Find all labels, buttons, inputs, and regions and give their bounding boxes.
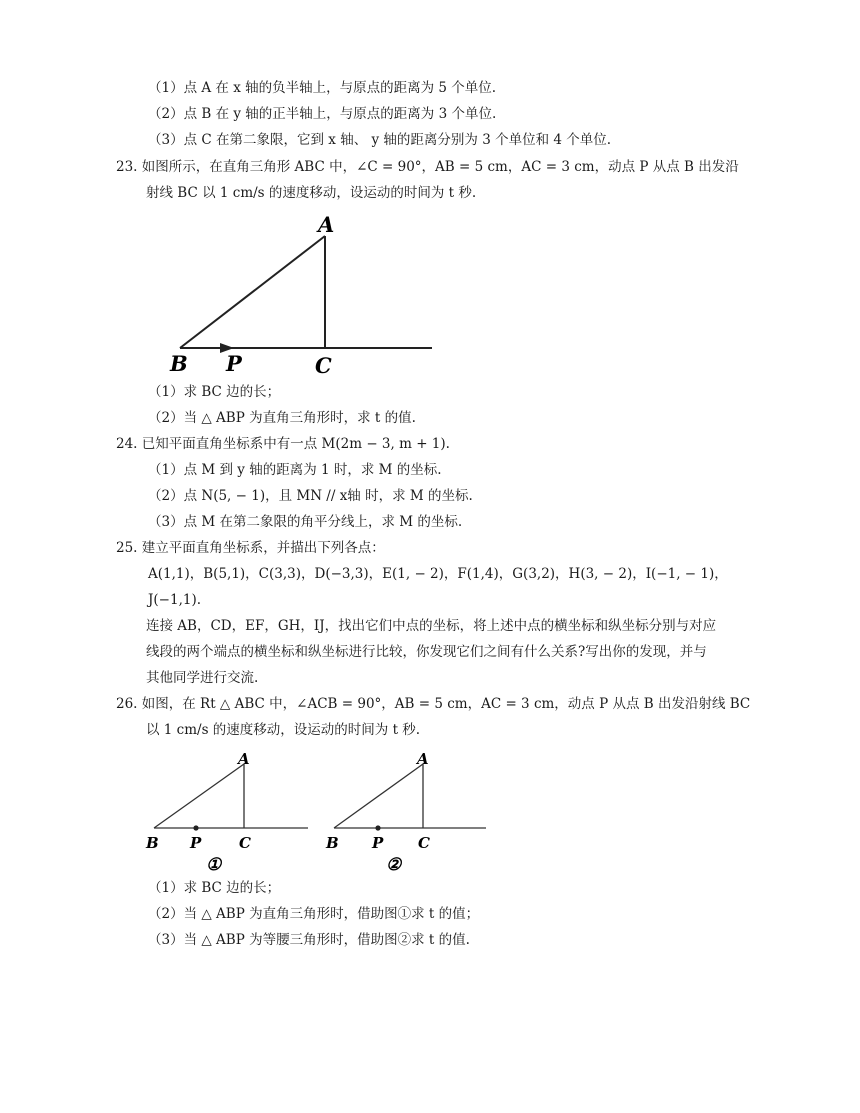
q26-fig2-label-c: C <box>418 834 430 852</box>
q26-fig1-label-c: C <box>239 834 251 852</box>
q25-text-line3: 其他同学进行交流. <box>146 670 259 686</box>
q26-fig2-number: ② <box>386 855 402 875</box>
q24-stem: 24. 已知平面直角坐标系中有一点 M(2m − 3, m + 1). <box>116 436 450 452</box>
q26-stem-line2: 以 1 cm/s 的速度移动，设运动的时间为 t 秒. <box>146 722 421 738</box>
q24-item-1: （1）点 M 到 y 轴的距离为 1 时，求 M 的坐标. <box>148 462 442 478</box>
q25-points-line1: A(1,1)，B(5,1)，C(3,3)，D(−3,3)，E(1, − 2)，F(1,4)，G(3,2)，H(3, − 2)，I(−1, − 1)， <box>148 566 728 582</box>
q23-stem-line1: 23. 如图所示，在直角三角形 ABC 中，∠C = 90°，AB = 5 cm，AC = 3 cm，动点 P 从点 B 出发沿 <box>116 159 739 175</box>
q23-item-2: （2）当 △ ABP 为直角三角形时，求 t 的值. <box>148 410 416 426</box>
q26-item-3: （3）当 △ ABP 为等腰三角形时，借助图②求 t 的值. <box>148 932 470 948</box>
q26-stem-line1: 26. 如图，在 Rt △ ABC 中，∠ACB = 90°，AB = 5 cm，AC = 3 cm，动点 P 从点 B 出发沿射线 BC <box>116 696 751 712</box>
q26-fig1-label-p: P <box>190 834 202 852</box>
q23-stem-line2: 射线 BC 以 1 cm/s 的速度移动，设运动的时间为 t 秒. <box>146 185 477 201</box>
q26-figure-1 <box>140 748 312 876</box>
q25-stem: 25. 建立平面直角坐标系，并描出下列各点： <box>116 540 385 556</box>
q25-text-line1: 连接 AB，CD，EF，GH，IJ，找出它们中点的坐标，将上述中点的横坐标和纵坐标分别与对应 <box>146 618 717 634</box>
q25-points-line2: J(−1,1). <box>148 592 202 608</box>
q26-fig2-label-p: P <box>372 834 384 852</box>
q26-fig1-label-a: A <box>238 750 250 768</box>
q23-figure <box>160 208 450 380</box>
q26-fig1-label-b: B <box>146 834 159 852</box>
q26-item-1: （1）求 BC 边的长； <box>148 880 281 896</box>
q23-item-1: （1）求 BC 边的长； <box>148 384 281 400</box>
q26-fig2-label-a: A <box>417 750 429 768</box>
q26-fig2-label-b: B <box>326 834 339 852</box>
q23-label-b: B <box>170 351 188 376</box>
q26-item-2: （2）当 △ ABP 为直角三角形时，借助图①求 t 的值； <box>148 906 480 922</box>
q23-label-p: P <box>226 351 242 376</box>
q22-item-2: （2）点 B 在 y 轴的正半轴上，与原点的距离为 3 个单位. <box>148 106 497 122</box>
q24-item-3: （3）点 M 在第二象限的角平分线上，求 M 的坐标. <box>148 514 463 530</box>
q26-fig1-number: ① <box>206 855 222 875</box>
q24-item-2: （2）点 N(5, − 1)，且 MN // x轴 时，求 M 的坐标. <box>148 488 473 504</box>
q22-item-3: （3）点 C 在第二象限，它到 x 轴、 y 轴的距离分别为 3 个单位和 4 个单位. <box>148 132 612 148</box>
q23-label-a: A <box>318 212 335 237</box>
q22-item-1: （1）点 A 在 x 轴的负半轴上，与原点的距离为 5 个单位. <box>148 80 497 96</box>
q26-figure-2 <box>320 748 492 876</box>
q25-text-line2: 线段的两个端点的横坐标和纵坐标进行比较，你发现它们之间有什么关系?写出你的发现，并与 <box>146 644 707 660</box>
q23-label-c: C <box>315 353 332 378</box>
